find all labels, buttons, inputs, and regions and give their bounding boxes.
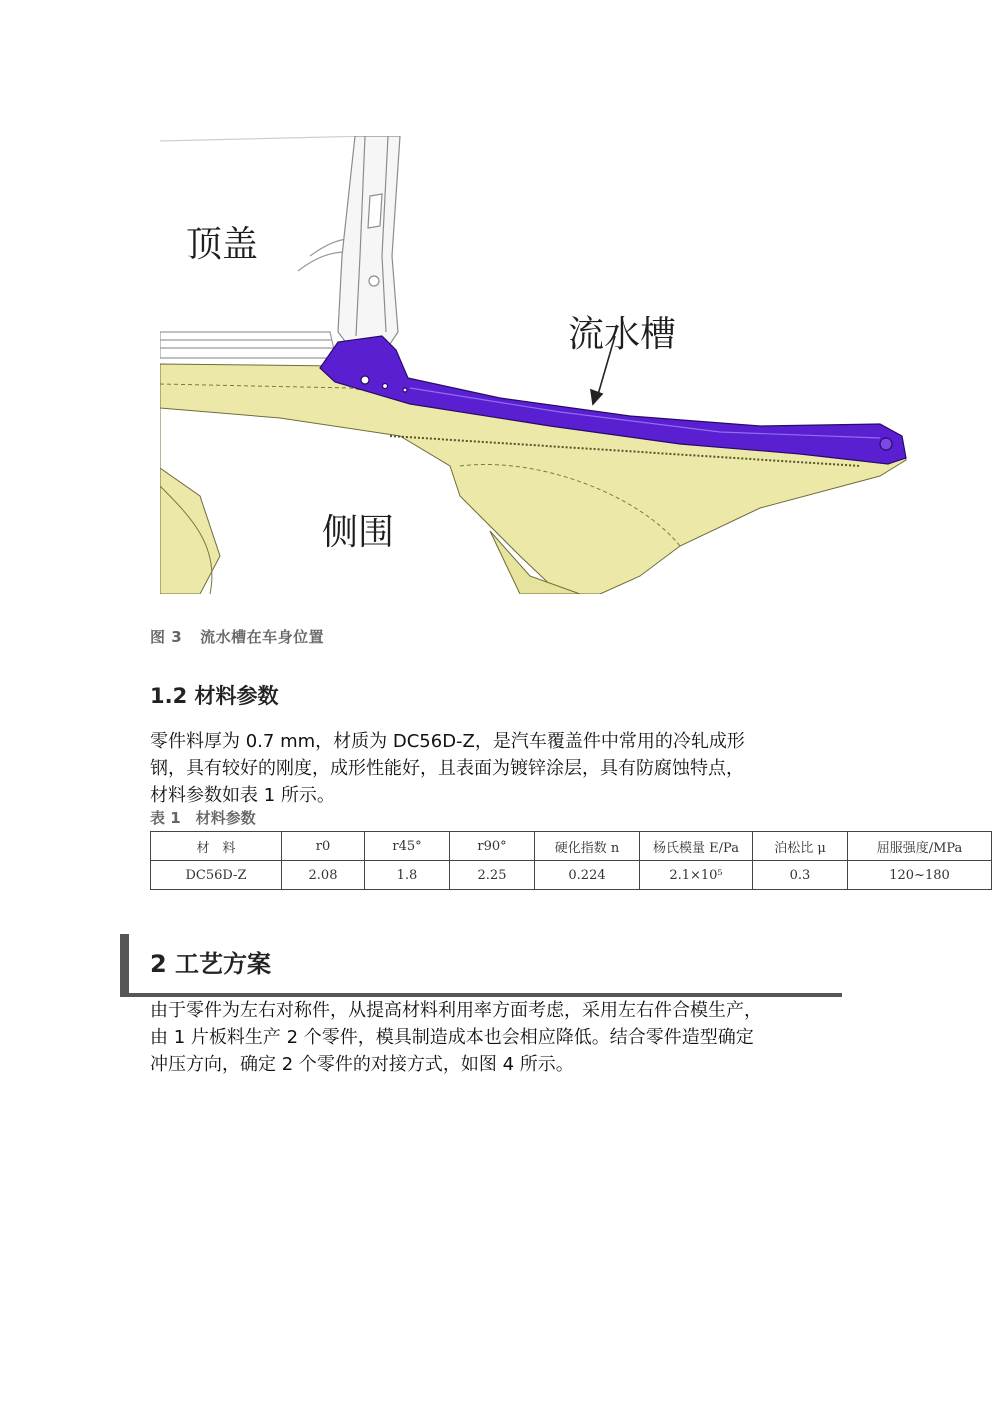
paragraph-line: 冲压方向，确定 2 个零件的对接方式，如图 4 所示。	[150, 1054, 574, 1075]
table-header-row	[151, 832, 992, 861]
header-cell: r45°	[365, 832, 450, 861]
side-panel	[160, 364, 906, 594]
header-cell: r90°	[450, 832, 535, 861]
paragraph-line: 由 1 片板料生产 2 个零件，模具制造成本也会相应降低。结合零件造型确定	[150, 1027, 754, 1048]
section-accent-bar	[120, 934, 129, 997]
table-cell: DC56D-Z	[151, 861, 282, 890]
figure-gutter-position	[160, 136, 908, 594]
header-cell: 硬化指数 n	[535, 832, 640, 861]
table-row	[151, 861, 992, 890]
material-paragraph	[150, 728, 850, 809]
pillar-outline	[338, 136, 400, 348]
header-cell: 泊松比 μ	[753, 832, 848, 861]
material-params-table	[150, 831, 992, 890]
label-gutter: 流水槽	[568, 314, 677, 355]
process-paragraph	[150, 997, 850, 1078]
table-cell: 1.8	[365, 861, 450, 890]
table-cell: 120~180	[848, 861, 992, 890]
figure-caption-number: 图 3	[150, 628, 183, 646]
table-caption: 表 1 材料参数	[150, 809, 256, 827]
section-heading-material: 1.2 材料参数	[150, 684, 279, 708]
paragraph-line: 零件料厚为 0.7 mm，材质为 DC56D-Z，是汽车覆盖件中常用的冷轧成形	[150, 731, 745, 752]
label-roof: 顶盖	[186, 224, 259, 265]
header-cell: 材 料	[151, 832, 282, 861]
paragraph-line: 由于零件为左右对称件，从提高材料利用率方面考虑，采用左右件合模生产，	[150, 1000, 762, 1021]
paragraph-line: 材料参数如表 1 所示。	[150, 785, 335, 806]
paragraph-line: 钢，具有较好的刚度，成形性能好，且表面为镀锌涂层，具有防腐蚀特点，	[150, 758, 744, 779]
table-cell: 0.3	[753, 861, 848, 890]
table-cell: 0.224	[535, 861, 640, 890]
figure-caption	[150, 626, 324, 647]
figure-caption-text: 流水槽在车身位置	[200, 628, 325, 646]
header-cell: 杨氏模量 E/Pa	[640, 832, 753, 861]
car-body-drawing	[160, 136, 908, 594]
section-heading-process: 2 工艺方案	[150, 950, 272, 978]
table-cell: 2.25	[450, 861, 535, 890]
table-cell: 2.1×10⁵	[640, 861, 753, 890]
header-cell: r0	[282, 832, 365, 861]
table-cell: 2.08	[282, 861, 365, 890]
label-side-panel: 侧围	[322, 512, 395, 553]
header-cell: 屈服强度/MPa	[848, 832, 992, 861]
